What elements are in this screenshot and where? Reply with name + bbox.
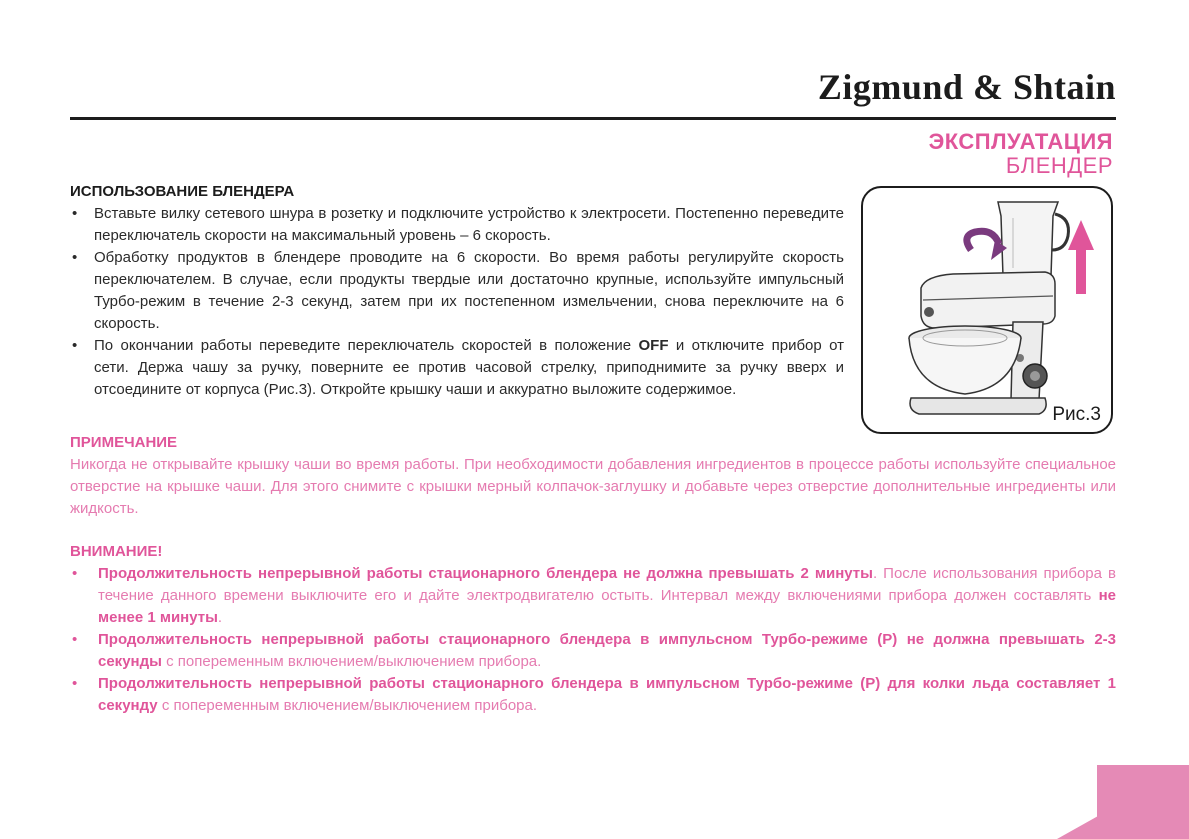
figure-caption: Рис.3 bbox=[1052, 404, 1101, 425]
section-title bbox=[929, 130, 1113, 178]
usage-item-3-text-b: и отключите прибор от сети. Держа чашу за ручку, поверните ее против часовой стрелку, приподнимите за ручку вверх и отсоедините от корпуса (Рис.3). Откройте крышку чаши и аккуратно выложите содержимое. bbox=[94, 337, 844, 398]
stand-mixer-illustration bbox=[863, 188, 1110, 431]
usage-heading: ИСПОЛЬЗОВАНИЕ БЛЕНДЕРА bbox=[70, 183, 295, 200]
brand-logo: Zigmund & Shtain bbox=[817, 67, 1116, 107]
usage-section bbox=[70, 181, 844, 401]
warning-item-1-end: . bbox=[217, 609, 223, 626]
page-corner-fill bbox=[1097, 765, 1189, 839]
lift-up-arrow-icon bbox=[1068, 220, 1094, 250]
warning-item-1-bold2: не менее 1 минуты bbox=[98, 587, 1116, 626]
header-divider bbox=[70, 117, 1116, 120]
usage-list bbox=[70, 203, 844, 401]
warning-item-1 bbox=[70, 563, 1116, 629]
warning-section bbox=[70, 541, 1116, 717]
usage-item-1-text: Вставьте вилку сетевого шнура в розетку и подключите устройство к электросети. Постепенно переведите переключатель скорости на максимальный уровень – 6 скорость. bbox=[94, 205, 844, 244]
off-label: OFF bbox=[638, 337, 669, 354]
note-section bbox=[70, 432, 1116, 520]
usage-item-3 bbox=[70, 335, 844, 401]
warning-item-3 bbox=[70, 673, 1116, 717]
warning-item-3-bold: Продолжительность непрерывной работы стационарного блендера в импульсном Турбо-режиме (P) для колки льда составляет 1 секунду bbox=[98, 675, 1116, 714]
warning-item-2-bold: Продолжительность непрерывной работы стационарного блендера в импульсном Турбо-режиме (P) не должна превышать 2-3 секунды bbox=[98, 631, 1116, 670]
warning-heading: ВНИМАНИЕ! bbox=[70, 543, 163, 560]
section-title-sub: БЛЕНДЕР bbox=[1005, 153, 1113, 178]
warning-item-3-text: с попеременным включением/выключением прибора. bbox=[157, 697, 538, 714]
warning-item-1-text: . После использования прибора в течение данного времени выключите его и дайте электродвигателю остыть. Интервал между включениями прибора должен составлять bbox=[98, 565, 1117, 604]
section-title-main: ЭКСПЛУАТАЦИЯ bbox=[928, 129, 1113, 154]
warning-item-2-text: с попеременным включением/выключением прибора. bbox=[161, 653, 542, 670]
usage-item-2-text: Обработку продуктов в блендере проводите на 6 скорости. Во время работы регулируйте скорость переключателем. В случае, если продукты твердые или достаточно крупные, используйте импульсный Турбо-режим в течение 2-3 секунд, затем при их постепенном измельчении, снова переключите на 6 скорость. bbox=[94, 249, 844, 332]
note-heading: ПРИМЕЧАНИЕ bbox=[70, 434, 178, 451]
warning-list bbox=[70, 563, 1116, 717]
usage-item-1 bbox=[70, 203, 844, 247]
usage-item-3-text-a: По окончании работы переведите переключатель скоростей в положение bbox=[94, 337, 639, 354]
lift-up-arrow-body bbox=[1076, 246, 1086, 294]
note-text: Никогда не открывайте крышку чаши во время работы. При необходимости добавления ингредиентов в процессе работы используйте специальное отверстие на крышке чаши. Для этого снимите с крышки мерный колпачок-заглушку и добавьте через отверстие дополнительные ингредиенты или жидкость. bbox=[70, 456, 1116, 517]
usage-item-2 bbox=[70, 247, 844, 335]
warning-item-2 bbox=[70, 629, 1116, 673]
figure-3 bbox=[861, 186, 1113, 434]
warning-item-1-bold: Продолжительность непрерывной работы стационарного блендера не должна превышать 2 минуты bbox=[98, 565, 873, 582]
